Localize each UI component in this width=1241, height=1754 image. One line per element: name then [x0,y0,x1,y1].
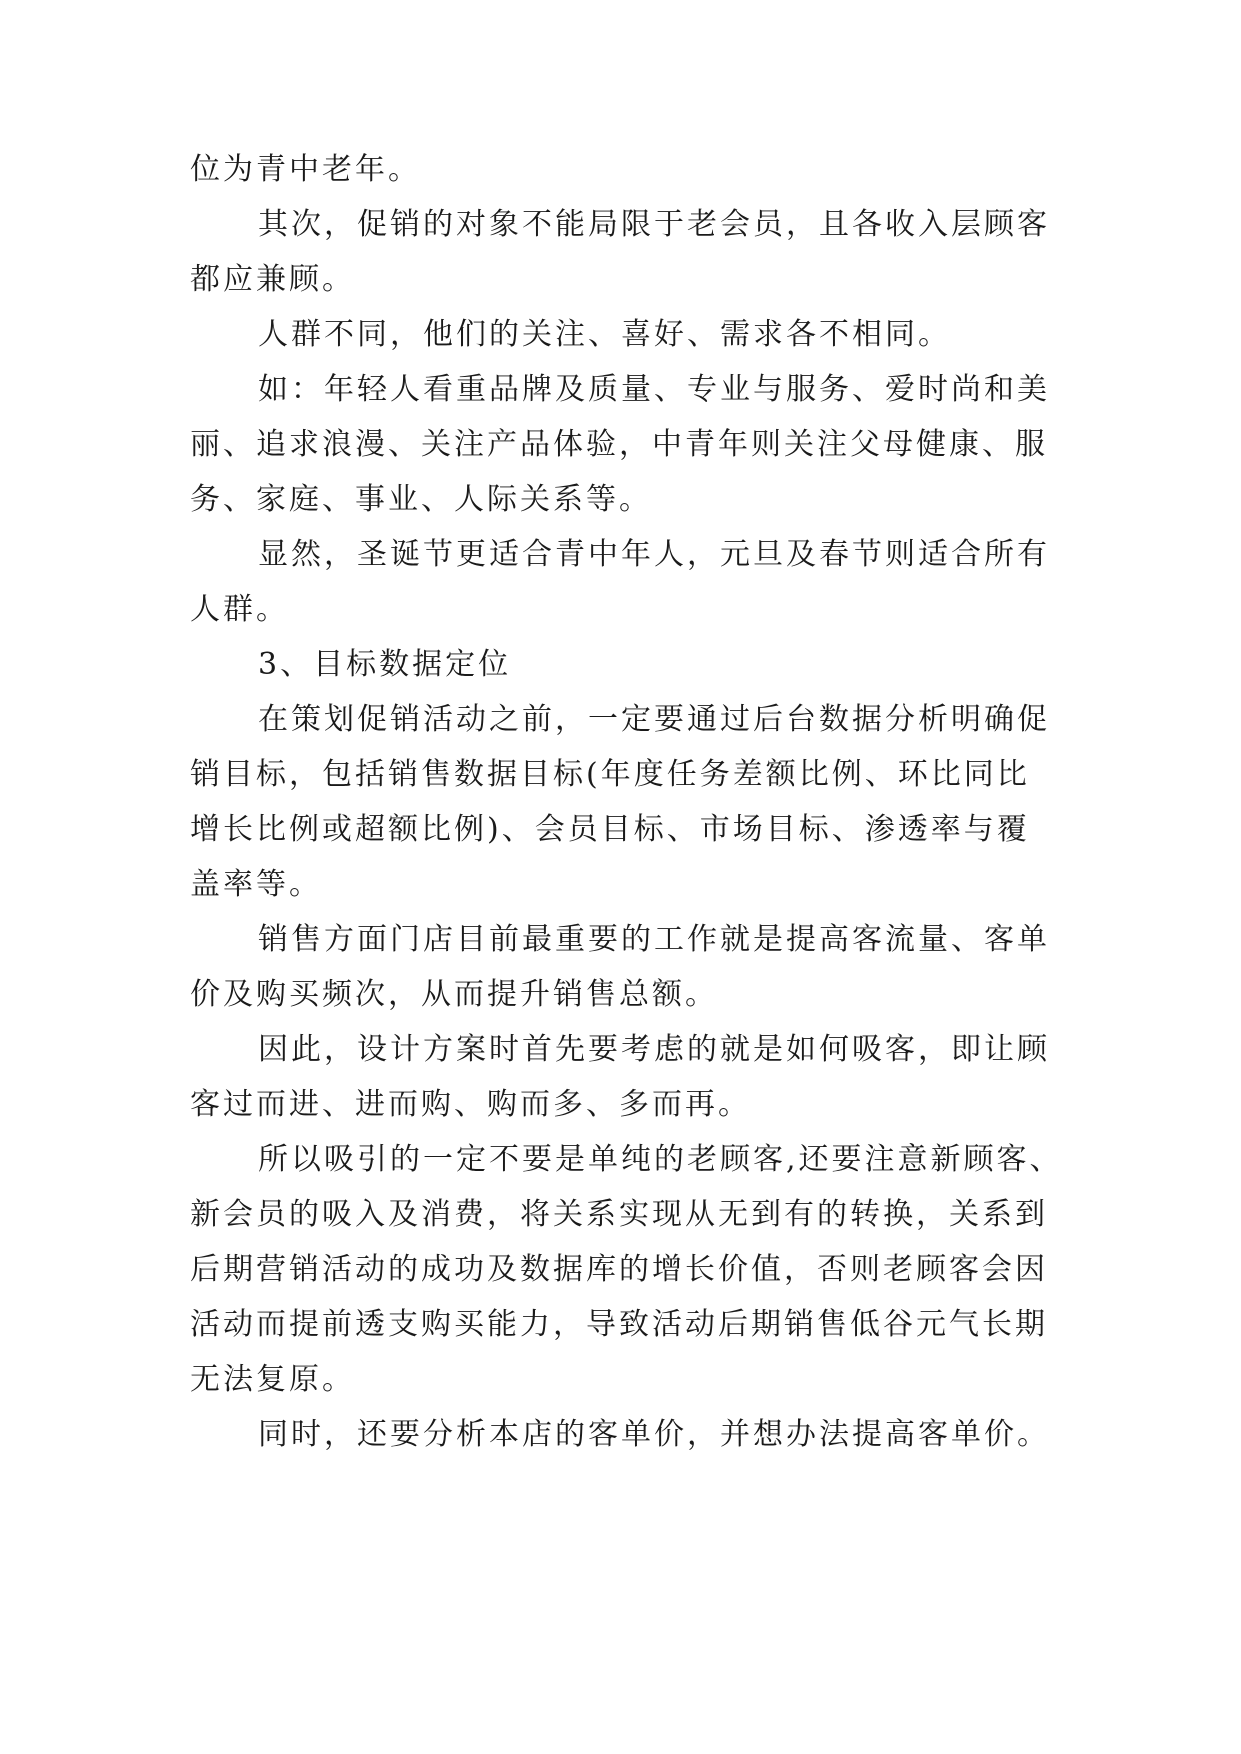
text-line: 如：年轻人看重品牌及质量、专业与服务、爱时尚和美 [258,372,1050,407]
text-line: 在策划促销活动之前，一定要通过后台数据分析明确促 [258,702,1050,737]
text-line: 所以吸引的一定不要是单纯的老顾客,还要注意新顾客、 [258,1142,1063,1177]
text-line: 都应兼顾。 [190,262,355,297]
text-line: 人群不同，他们的关注、喜好、需求各不相同。 [258,317,951,352]
text-line: 位为青中老年。 [190,152,421,187]
text-line: 显然，圣诞节更适合青中年人，元旦及春节则适合所有 [258,537,1050,572]
text-line: 丽、追求浪漫、关注产品体验，中青年则关注父母健康、服 [190,427,1048,462]
text-line: 盖率等。 [190,867,322,902]
text-line: 其次，促销的对象不能局限于老会员，且各收入层顾客 [258,207,1050,242]
section-heading: 3、目标数据定位 [258,647,512,682]
text-line: 同时，还要分析本店的客单价，并想办法提高客单价。 [258,1417,1050,1452]
text-line: 销售方面门店目前最重要的工作就是提高客流量、客单 [258,922,1050,957]
text-line: 后期营销活动的成功及数据库的增长价值，否则老顾客会因 [190,1252,1048,1287]
text-line: 活动而提前透支购买能力，导致活动后期销售低谷元气长期 [190,1307,1048,1342]
text-line: 无法复原。 [190,1362,355,1397]
text-line: 务、家庭、事业、人际关系等。 [190,482,652,517]
text-line: 价及购买频次，从而提升销售总额。 [190,977,718,1012]
text-line: 增长比例或超额比例)、会员目标、市场目标、渗透率与覆 [190,812,1030,847]
text-line: 新会员的吸入及消费，将关系实现从无到有的转换，关系到 [190,1197,1048,1232]
text-line: 人群。 [190,592,289,627]
text-line: 销目标，包括销售数据目标(年度任务差额比例、环比同比 [190,757,1030,792]
text-line: 因此，设计方案时首先要考虑的就是如何吸客，即让顾 [258,1032,1050,1067]
text-line: 客过而进、进而购、购而多、多而再。 [190,1087,751,1122]
